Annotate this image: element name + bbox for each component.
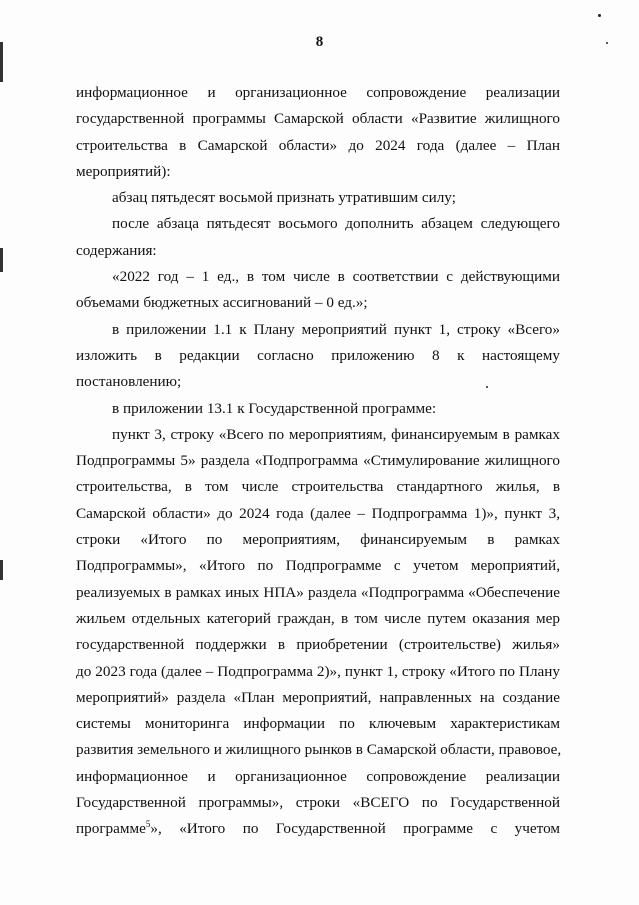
text-line: информационное и организационное сопровождение реализации [76, 767, 560, 785]
text-line: строительства в Самарской области» до 2024 года (далее – План [76, 136, 560, 154]
text-line: жильем отдельных категорий граждан, в том числе путем оказания мер [76, 609, 560, 627]
scan-edge-mark [0, 248, 3, 272]
text-line-last [76, 816, 560, 842]
footnote-marker: 5 [145, 819, 151, 830]
text-line: «2022 год – 1 ед., в том числе в соответствии с действующими [112, 268, 560, 286]
text-line: постановлению; [76, 373, 182, 391]
text-line: информационное и организационное сопровождение реализации [76, 84, 560, 101]
text-line: системы мониторинга информации по ключевым характеристикам [76, 715, 560, 733]
text-line: строительства, в том числе строительства стандартного жилья, в [76, 478, 560, 496]
text-line: строки «Итого по мероприятиям, финансируемым в рамках [76, 531, 560, 549]
text-line: мероприятий): [76, 162, 171, 180]
scan-speck [486, 386, 488, 388]
text-line: мероприятий» раздела «План мероприятий, направленных на создание [76, 688, 560, 706]
text-line: реализуемых в рамках иных НПА» раздела «Подпрограмма «Обеспечение [76, 583, 560, 601]
text-line: объемами бюджетных ассигнований – 0 ед.»; [76, 294, 368, 312]
text-line: в приложении 1.1 к Плану мероприятий пункт 1, строку «Всего» [112, 320, 560, 338]
text-line: после абзаца пятьдесят восьмого дополнить абзацем следующего [112, 215, 560, 233]
text-line: государственной программы Самарской области «Развитие жилищного [76, 110, 560, 128]
text-line: Государственной программы», строки «ВСЕГО по Государственной [76, 794, 560, 812]
page-number: 8 [315, 34, 324, 50]
scan-speck [606, 42, 608, 44]
scan-speck [598, 14, 601, 17]
text-line: содержания: [76, 241, 157, 259]
text-line: развития земельного и жилищного рынков в Самарской области, правовое, [76, 741, 562, 759]
text-line: абзац пятьдесят восьмой признать утратившим силу; [112, 189, 456, 207]
text-fragment: », «Итого по Государственной программе с учетом [150, 820, 560, 838]
text-line: Самарской области» до 2024 года (далее – Подпрограмма 1)», пункт 3, [76, 504, 560, 522]
document-body [76, 80, 560, 843]
text-line: государственной поддержки в приобретении (строительстве) жилья» [76, 636, 560, 654]
scan-edge-mark [0, 42, 3, 82]
text-line: Подпрограммы 5» раздела «Подпрограмма «Стимулирование жилищного [76, 452, 560, 470]
scan-edge-mark [0, 560, 3, 580]
text-line: пункт 3, строку «Всего по мероприятиям, финансируемым в рамках [112, 425, 560, 443]
text-fragment: программе [76, 820, 146, 838]
text-line: в приложении 13.1 к Государственной программе: [112, 399, 437, 417]
text-line: Подпрограммы», «Итого по Подпрограмме с учетом мероприятий, [76, 557, 560, 575]
text-line: до 2023 года (далее – Подпрограмма 2)», пункт 1, строку «Итого по Плану [76, 662, 560, 680]
text-line: изложить в редакции согласно приложению 8 к настоящему [76, 346, 560, 364]
